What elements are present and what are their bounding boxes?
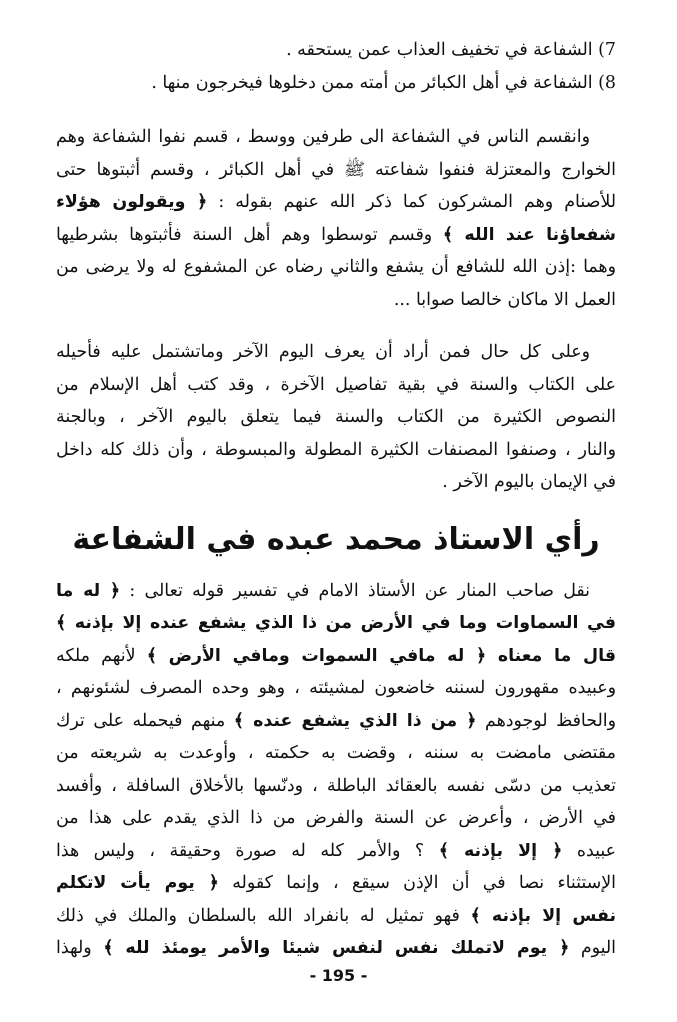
quran-verse: ﴿ ويقولون هؤلاء [56, 192, 208, 212]
text-line: نقل صاحب المنار عن الأستاذ الامام في تفسير قوله تعالى : ﴿ له ما [56, 580, 590, 601]
text-line: في الأرض ، وأعرض عن السنة والفرض من ذا الذي يقدم على هذا من [56, 808, 616, 828]
paragraph-last-day [56, 336, 616, 499]
paragraph-intercession-groups [56, 121, 616, 316]
text-line: قال ما معناه ﴿ له مافي السموات ومافي الأرض ﴾ لأنهم ملكه [56, 645, 616, 666]
quran-verse: ﴿ يوم لاتملك نفس لنفس شيئا والأمر يومئذ لله ﴾ [103, 938, 570, 958]
page-number: - 195 - [309, 966, 368, 985]
quran-verse: في السماوات وما في الأرض من ذا الذي يشفع عنده إلا بإذنه ﴾ [56, 613, 616, 633]
quran-verse: نفس إلا بإذنه ﴾ [470, 905, 616, 926]
text-line: والنار ، وصنفوا المصنفات الكثيرة المطولة والمبسوطة ، وأن ذلك كله داخل [56, 439, 616, 460]
quran-verse: ﴿ له ما [56, 580, 121, 601]
section-heading: رأي الاستاذ محمد عبده في الشفاعة [72, 521, 600, 557]
text-line: في الإيمان باليوم الآخر . [442, 472, 616, 492]
text-line: العمل الا ماكان خالصا صوابا ... [393, 289, 616, 310]
quran-verse: ﴿ يوم يأت لاتكلم [56, 873, 219, 893]
text-line [56, 607, 616, 640]
text-line: اليوم ﴿ يوم لاتملك نفس لنفس شيئا والأمر يومئذ لله ﴾ ولهذا [56, 938, 616, 958]
text-line: مقتضى مامضت به سننه ، وقضت به حكمته ، وأوعدت به شريعته من [56, 743, 616, 763]
text-line: تعذيب من دسّى نفسه بالعقائد الباطلة ، ودنّسها بالأخلاق السافلة ، وأفسد [56, 775, 616, 796]
text-line: شفعاؤنا عند الله ﴾ وقسم توسطوا وهم أهل السنة فأثبتوها بشرطيها [56, 224, 616, 245]
text-line: نفس إلا بإذنه ﴾ فهو تمثيل له بانفراد الله بالسلطان والملك في ذلك [56, 905, 616, 926]
list-item: 7) الشفاعة في تخفيف العذاب عمن يستحقه . [286, 40, 616, 60]
text-line: على الكتاب والسنة في بقية تفاصيل الآخرة ، وقد كتب أهل الإسلام من [56, 374, 616, 395]
text-line: الخوارج والمعتزلة فنفوا شفاعته ﷺ في أهل الكبائر ، وقسم أثبتوها حتى [56, 159, 616, 180]
paragraph-muhammad-abduh [56, 575, 616, 965]
text-line: والحافظ لوجودهم ﴿ من ذا الذي يشفع عنده ﴾ منهم فيحمله على ترك [56, 710, 616, 731]
text-line: النصوص الكثيرة من الكتاب والسنة فيما يتعلق باليوم الآخر ، وبالجنة [56, 407, 616, 427]
text-line: عبيده ﴿ إلا بإذنه ﴾ ؟ والأمر كله له صورة وحقيقة ، وليس هذا [56, 840, 616, 861]
text-line: وانقسم الناس في الشفاعة الى طرفين ووسط ، قسم نفوا الشفاعة وهم [56, 127, 590, 147]
numbered-list [56, 34, 616, 99]
list-item: 8) الشفاعة في أهل الكبائر من أمته ممن دخلوها فيخرجون منها . [151, 72, 616, 93]
text-line: وعلى كل حال فمن أراد أن يعرف اليوم الآخر وماتشتمل عليه فأحيله [56, 342, 590, 362]
text-line: للأصنام وهم المشركون كما ذكر الله عنهم بقوله : ﴿ ويقولون هؤلاء [56, 192, 616, 212]
quran-verse: شفعاؤنا عند الله ﴾ [442, 224, 616, 245]
text-line: وهما :إذن الله للشافع أن يشفع والثاني رضاه عن المشفوع له ولا يرضى من [56, 257, 616, 277]
text-line: الإستثناء نصا في أن الإذن سيقع ، وإنما كقوله ﴿ يوم يأت لاتكلم [56, 873, 616, 893]
page-body [56, 34, 616, 965]
quran-verse: قال ما معناه ﴿ له مافي السموات ومافي الأرض ﴾ [146, 645, 616, 666]
text-line: وعبيده مقهورون لسننه خاضعون لمشيئته ، وهو وحده المصرف لشئونهم ، [56, 678, 616, 698]
quran-verse: ﴿ من ذا الذي يشفع عنده ﴾ [233, 710, 477, 731]
quran-verse: ﴿ إلا بإذنه ﴾ [438, 840, 563, 861]
